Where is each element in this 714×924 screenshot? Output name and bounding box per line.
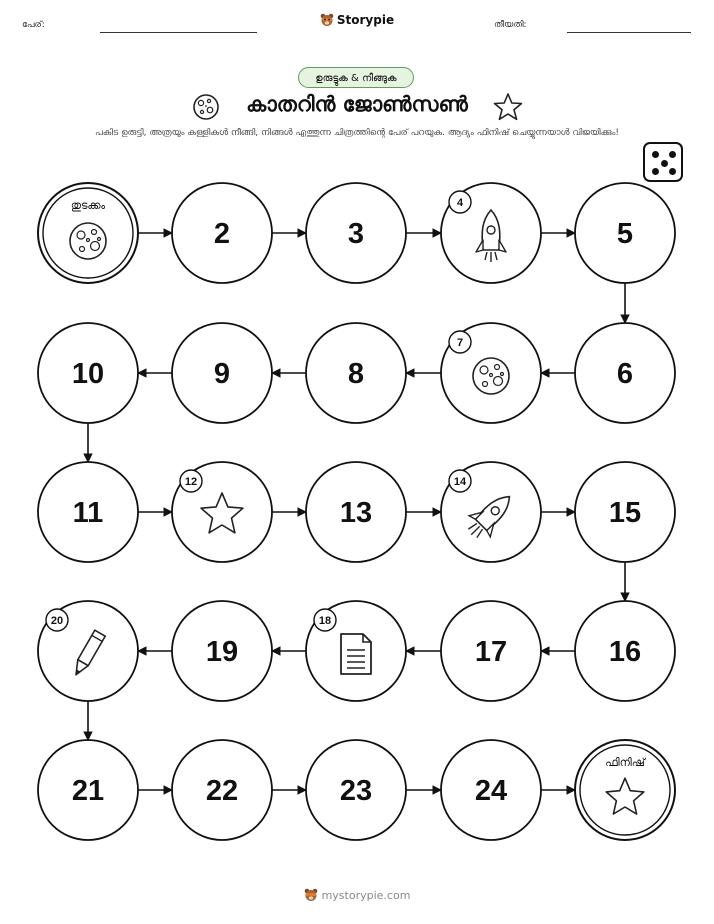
cell-number: 23 — [339, 775, 373, 807]
cell-number-badge — [180, 470, 202, 492]
board-cell-20[interactable] — [38, 601, 138, 701]
cell-number: 24 — [474, 775, 508, 807]
badge-number: 7 — [456, 337, 464, 349]
cell-number: 5 — [616, 218, 634, 250]
footer-site: mystorypie.com — [321, 889, 411, 902]
board-cell-10[interactable] — [38, 323, 138, 423]
cell-number: 10 — [71, 358, 105, 390]
board-cell-1[interactable] — [38, 183, 138, 283]
badge-number: 12 — [184, 476, 198, 488]
start-label: തുടക്കം — [70, 199, 106, 212]
name-label: പേര്: — [22, 20, 45, 30]
date-label: തീയതി: — [494, 20, 527, 30]
moon-icon — [473, 358, 509, 394]
board-cell-17[interactable] — [441, 601, 541, 701]
cell-number: 11 — [72, 497, 104, 529]
page-title: കാതറിൻ ജോൺസൺ — [246, 92, 468, 116]
brand-name: Storypie — [336, 13, 395, 27]
cell-number: 2 — [213, 218, 231, 250]
cell-number: 21 — [71, 775, 105, 807]
document-icon — [341, 634, 371, 674]
board-cell-11[interactable] — [38, 462, 138, 562]
cell-number-badge — [449, 331, 471, 353]
cell-number: 13 — [339, 497, 373, 529]
cell-number: 9 — [213, 358, 231, 390]
badge-number: 20 — [50, 615, 64, 627]
cell-number: 22 — [205, 775, 239, 807]
cell-number: 6 — [616, 358, 634, 390]
mode-tag: ഉരുട്ടുക & നീങ്ങുക — [298, 67, 414, 88]
board-cell-9[interactable] — [172, 323, 272, 423]
cell-number-badge — [449, 470, 471, 492]
badge-number: 14 — [453, 476, 467, 488]
board-cell-15[interactable] — [575, 462, 675, 562]
board-cell-14[interactable] — [441, 462, 541, 562]
bear-logo-icon — [304, 888, 318, 902]
cell-number: 17 — [474, 636, 508, 668]
board-cell-4[interactable] — [441, 183, 541, 283]
instructions: പകിട ഉരുട്ടി, അത്രയും കള്ളികൾ നീങ്ങി, നിങ്ങൾ എത്തുന്ന ചിത്രത്തിന്റെ പേര് പറയുക. ആദ്യം ഫിനിഷ് ചെയ്യുന്നയാൾ വിജയിക്കും! — [95, 128, 619, 138]
board-cell-6[interactable] — [575, 323, 675, 423]
cell-number: 16 — [608, 636, 642, 668]
board-cell-2[interactable] — [172, 183, 272, 283]
board-cell-8[interactable] — [306, 323, 406, 423]
footer — [0, 888, 714, 902]
cell-number: 8 — [347, 358, 365, 390]
board-cell-7[interactable] — [441, 323, 541, 423]
board-cell-16[interactable] — [575, 601, 675, 701]
cell-number: 15 — [608, 497, 642, 529]
board-cell-12[interactable] — [172, 462, 272, 562]
board-cell-23[interactable] — [306, 740, 406, 840]
badge-number: 4 — [456, 197, 464, 209]
board-cell-19[interactable] — [172, 601, 272, 701]
cell-number-badge — [449, 191, 471, 213]
board-cell-25[interactable] — [575, 740, 675, 840]
moon-icon — [70, 223, 106, 259]
cell-number-badge — [314, 609, 336, 631]
board-cell-13[interactable] — [306, 462, 406, 562]
badge-number: 18 — [318, 615, 332, 627]
cell-number: 19 — [205, 636, 239, 668]
board-cell-3[interactable] — [306, 183, 406, 283]
board-cell-5[interactable] — [575, 183, 675, 283]
board-cell-24[interactable] — [441, 740, 541, 840]
cell-number: 3 — [347, 218, 365, 250]
finish-label: ഫിനിഷ് — [605, 756, 645, 769]
board-cell-18[interactable] — [306, 601, 406, 701]
cell-number-badge — [46, 609, 68, 631]
board-cell-21[interactable] — [38, 740, 138, 840]
board-cell-22[interactable] — [172, 740, 272, 840]
